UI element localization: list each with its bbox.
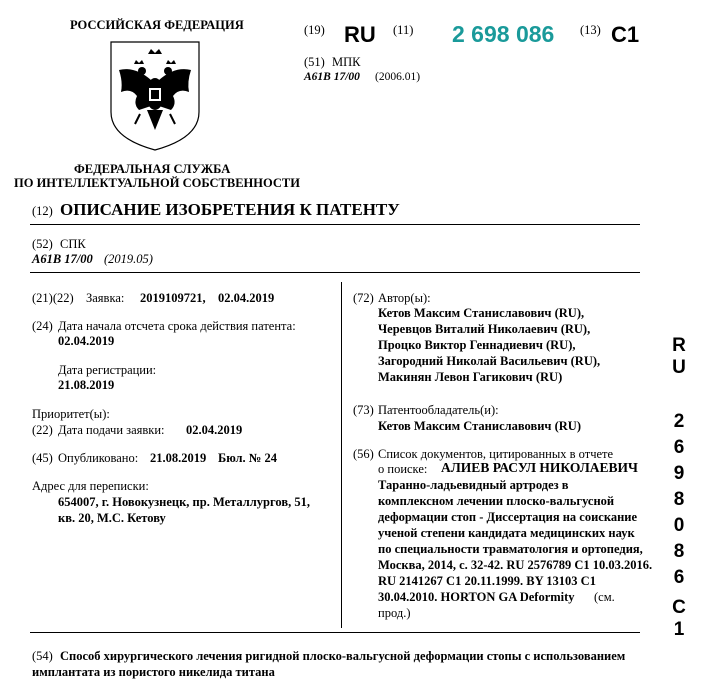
cited-author: АЛИЕВ РАСУЛ НИКОЛАЕВИЧ <box>441 460 638 475</box>
inid-code-52: (52) <box>32 237 53 251</box>
spk-divider <box>30 272 640 273</box>
author-name: Черевцов Виталий Николаевич (RU), <box>378 322 591 336</box>
priority-label: Приоритет(ы): <box>32 407 110 421</box>
spk-version: (2019.05) <box>104 252 153 266</box>
inid-code-11: (11) <box>393 23 414 37</box>
documents-intro: Список документов, цитированных в отчете <box>378 447 614 461</box>
inid-code-21-22: (21)(22) <box>32 291 74 305</box>
invention-title-line2: имплантата из пористого никелида титана <box>32 665 275 679</box>
author-name: Кетов Максим Станиславович (RU), <box>378 306 585 320</box>
authors-label: Автор(ы): <box>378 291 431 305</box>
side-number-digit: 2 <box>673 411 685 432</box>
inid-code-51: (51) <box>304 55 325 69</box>
side-number-digit: 6 <box>673 567 685 588</box>
registration-date: 21.08.2019 <box>58 378 115 392</box>
application-date: 02.04.2019 <box>218 291 275 305</box>
author-name: Загородний Николай Васильевич (RU), <box>378 354 601 368</box>
published-date: 21.08.2019 <box>150 451 207 465</box>
inid-code-72: (72) <box>353 291 374 305</box>
holder-name: Кетов Максим Станиславович (RU) <box>378 419 581 433</box>
mpk-class: A61B 17/00 <box>304 71 360 83</box>
side-country-letter: R <box>672 335 686 356</box>
inid-code-22: (22) <box>32 423 53 437</box>
inid-code-19: (19) <box>304 23 325 37</box>
term-start-date: 02.04.2019 <box>58 334 115 348</box>
filing-date-label: Дата подачи заявки: <box>58 423 165 437</box>
continued-marker-end: прод.) <box>378 606 411 620</box>
holder-label: Патентообладатель(и): <box>378 403 499 417</box>
author-name: Процко Виктор Геннадиевич (RU), <box>378 338 576 352</box>
registration-label: Дата регистрации: <box>58 363 157 377</box>
side-number-digit: 9 <box>673 463 685 484</box>
inid-code-56: (56) <box>353 447 374 461</box>
cited-line: 30.04.2010. HORTON GA Deformity <box>378 590 575 604</box>
document-title: ОПИСАНИЕ ИЗОБРЕТЕНИЯ К ПАТЕНТУ <box>60 200 400 219</box>
mpk-version: (2006.01) <box>375 71 421 83</box>
cited-line: по специальности травматология и ортопедия, <box>378 542 643 556</box>
bulletin-number: Бюл. № 24 <box>218 451 277 465</box>
side-kind-letter: C <box>672 597 686 618</box>
inid-code-12: (12) <box>32 204 53 218</box>
cited-line: комплексном лечении плоско-вальгусной <box>378 494 615 508</box>
spk-class: A61B 17/00 <box>32 252 93 266</box>
invention-title-line1: Способ хирургического лечения ригидной плоско-вальгусной деформации стопы с использованием <box>60 649 626 663</box>
coat-of-arms-emblem <box>107 40 203 152</box>
mpk-label: МПК <box>332 55 361 69</box>
agency-line2: ПО ИНТЕЛЛЕКТУАЛЬНОЙ СОБСТВЕННОСТИ <box>14 176 300 190</box>
inid-code-45: (45) <box>32 451 53 465</box>
filing-date: 02.04.2019 <box>186 423 243 437</box>
inid-code-73: (73) <box>353 403 374 417</box>
cited-line: Таранно-ладьевидный артродез в <box>378 478 569 492</box>
cited-line: ученой степени кандидата медицинских наук <box>378 526 635 540</box>
address-label: Адрес для переписки: <box>32 479 149 493</box>
agency-line1: ФЕДЕРАЛЬНАЯ СЛУЖБА <box>74 162 231 176</box>
inid-code-54: (54) <box>32 649 53 663</box>
side-country-letter: U <box>672 357 686 378</box>
bottom-divider <box>30 632 640 633</box>
country-code: RU <box>344 22 376 47</box>
continued-marker: (см. <box>594 590 615 604</box>
patent-number: 2 698 086 <box>452 21 555 47</box>
column-divider <box>341 282 342 628</box>
address-line2: кв. 20, М.С. Кетову <box>58 511 166 525</box>
application-number: 2019109721, <box>140 291 206 305</box>
cited-line: деформации стоп - Диссертация на соискание <box>378 510 638 524</box>
kind-code: C1 <box>611 22 640 47</box>
inid-code-24: (24) <box>32 319 53 333</box>
side-number-digit: 6 <box>673 437 685 458</box>
author-name: Макинян Левон Гагикович (RU) <box>378 370 563 384</box>
published-label: Опубликовано: <box>58 451 139 465</box>
address-line1: 654007, г. Новокузнецк, пр. Металлургов, 51, <box>58 495 310 509</box>
inid-code-13: (13) <box>580 23 601 37</box>
cited-line: Москва, 2014, с. 32-42. RU 2576789 C1 10.03.2016. <box>378 558 653 572</box>
side-kind-letter: 1 <box>673 619 685 640</box>
side-number-digit: 0 <box>673 515 685 536</box>
country-name: РОССИЙСКАЯ ФЕДЕРАЦИЯ <box>70 18 244 32</box>
documents-intro-cont: о поиске: <box>378 462 428 476</box>
title-divider <box>30 224 640 225</box>
side-number-digit: 8 <box>673 541 685 562</box>
application-label: Заявка: <box>86 291 125 305</box>
term-start-label: Дата начала отсчета срока действия патента: <box>58 319 296 333</box>
side-number-digit: 8 <box>673 489 685 510</box>
cited-line: RU 2141267 C1 20.11.1999. BY 13103 C1 <box>378 574 596 588</box>
spk-label: СПК <box>60 237 86 251</box>
